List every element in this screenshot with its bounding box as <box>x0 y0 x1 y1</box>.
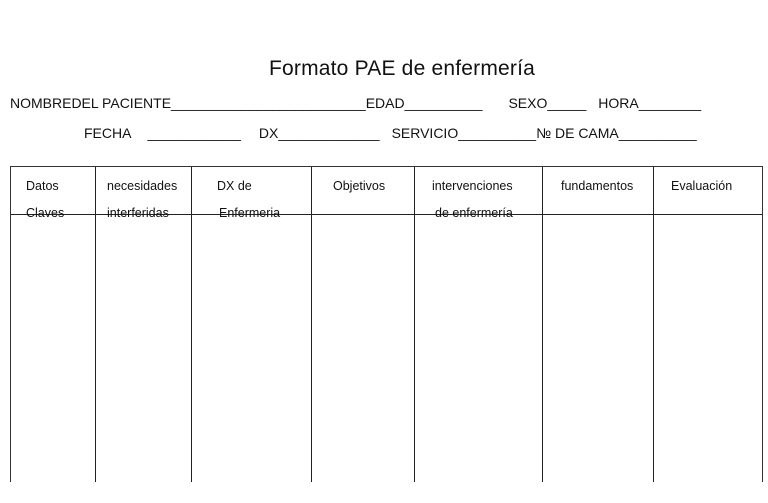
date-field[interactable]: ____________ <box>147 125 241 141</box>
patient-name-field[interactable]: NOMBREDEL PACIENTE_________________________ <box>10 95 366 111</box>
column-header-dx-enfermeria: DX de Enfermeria <box>217 179 281 220</box>
document-title: Formato PAE de enfermería <box>268 57 536 80</box>
column-header-datos-claves: Datos Claves <box>26 179 65 220</box>
column-divider <box>311 167 312 482</box>
service-field[interactable]: SERVICIO__________ <box>391 125 537 141</box>
age-field[interactable]: EDAD__________ <box>365 95 483 111</box>
column-divider <box>542 167 543 482</box>
column-header-objetivos: Objetivos <box>333 179 386 193</box>
bed-number-field[interactable]: № DE CAMA__________ <box>536 125 697 141</box>
date-label: FECHA <box>84 125 132 141</box>
time-field[interactable]: HORA________ <box>598 95 702 111</box>
sex-field[interactable]: SEXO_____ <box>508 95 587 111</box>
patient-info-line <box>10 95 701 111</box>
column-divider <box>414 167 415 482</box>
column-divider <box>191 167 192 482</box>
column-header-necesidades: necesidades interferidas <box>107 179 178 220</box>
admission-info-line <box>84 125 697 141</box>
column-divider <box>95 167 96 482</box>
column-divider <box>653 167 654 482</box>
care-plan-table <box>10 166 763 482</box>
diagnosis-field[interactable]: DX_____________ <box>258 125 380 141</box>
column-header-fundamentos: fundamentos <box>561 179 634 193</box>
column-header-intervenciones: intervenciones de enfermería <box>432 179 513 220</box>
column-header-evaluacion: Evaluación <box>671 179 733 193</box>
